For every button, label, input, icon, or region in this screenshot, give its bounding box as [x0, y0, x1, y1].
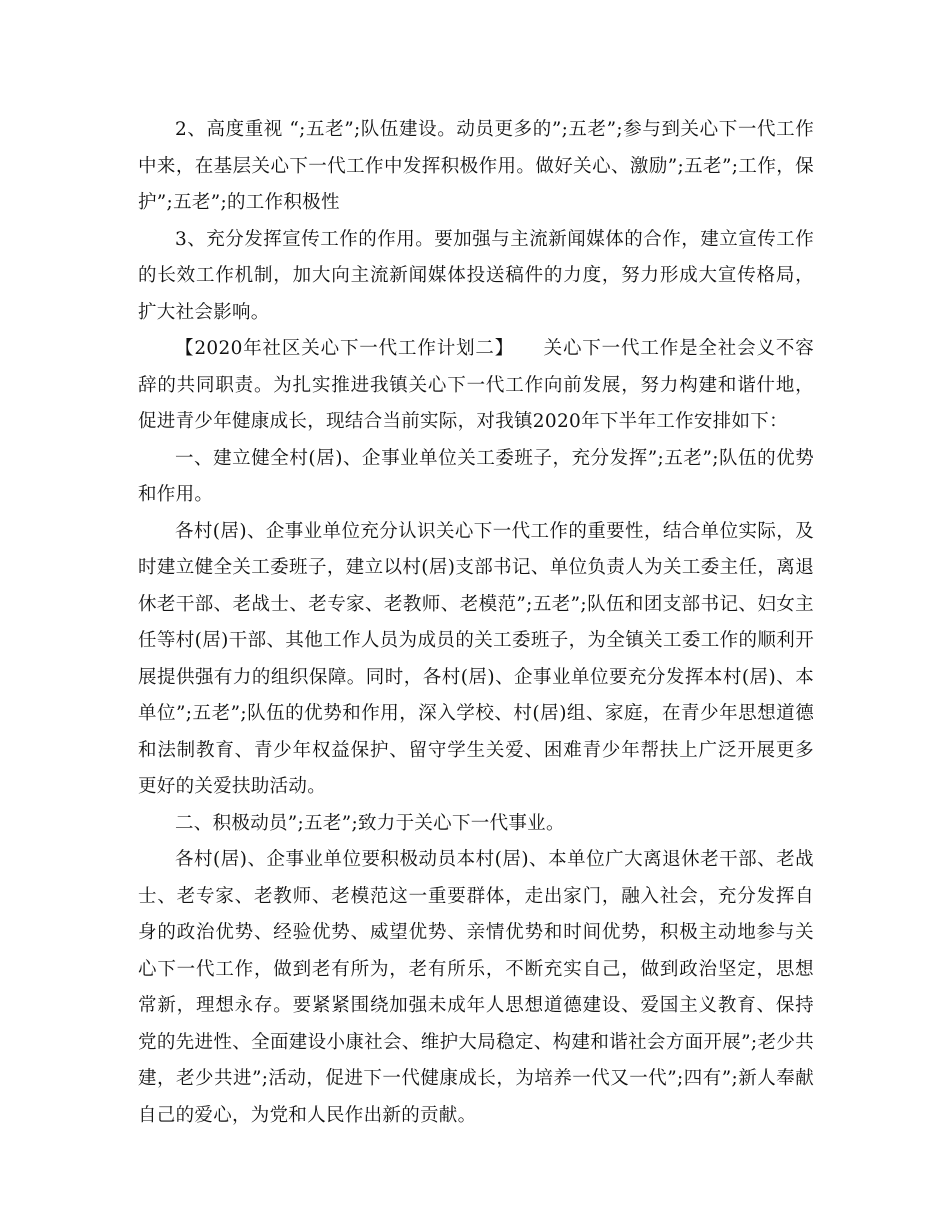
- paragraph-section-1-body: 各村(居)、企事业单位充分认识关心下一代工作的重要性，结合单位实际，及时建立健全关工委班子，建立以村(居)支部书记、单位负责人为关工委主任，离退休老干部、老战士、老专家、老教师、老模范”;五老”;队伍和团支部书记、妇女主任等村(居)干部、其他工作人员为成员的关工委班子，为全镇关工委工作的顺利开展提供强有力的组织保障。同时，各村(居)、企事业单位要充分发挥本村(居)、本单位”;五老”;队伍的优势和作用，深入学校、村(居)组、家庭，在青少年思想道德和法制教育、青少年权益保护、留守学生关爱、困难青少年帮扶上广泛开展更多更好的关爱扶助活动。: [138, 520, 814, 797]
- section-heading-2: 二、积极动员”;五老”;致力于关心下一代事业。: [175, 812, 565, 834]
- paragraph-section-2-body: 各村(居)、企事业单位要积极动员本村(居)、本单位广大离退休老干部、老战士、老专家、老教师、老模范这一重要群体，走出家门，融入社会，充分发挥自身的政治优势、经验优势、威望优势、亲情优势和时间优势，积极主动地参与关心下一代工作，做到老有所为，老有所乐，不断充实自己，做到政治坚定，思想常新，理想永存。要紧紧围绕加强未成年人思想道德建设、爱国主义教育、保持党的先进性、全面建设小康社会、维护大局稳定、构建和谐社会方面开展”;老少共建，老少共进”;活动，促进下一代健康成长，为培养一代又一代”;四有”;新人奉献自己的爱心，为党和人民作出新的贡献。: [138, 849, 814, 1126]
- section-heading-1: 一、建立健全村(居)、企事业单位关工委班子，充分发挥”;五老”;队伍的优势和作用。: [138, 447, 814, 505]
- paragraph-point-2: 2、高度重视 “;五老”;队伍建设。动员更多的”;五老”;参与到关心下一代工作中来，在基层关心下一代工作中发挥积极作用。做好关心、激励”;五老”;工作，保护”;五老”;的工作积极性: [138, 119, 814, 213]
- document-body: [138, 112, 814, 1134]
- paragraph-plan-two-intro: 【2020年社区关心下一代工作计划二】 关心下一代工作是全社会义不容辞的共同职责。为扎实推进我镇关心下一代工作向前发展，努力构建和谐什地，促进青少年健康成长，现结合当前实际，对我镇2020年下半年工作安排如下：: [138, 338, 814, 432]
- paragraph-point-3: 3、充分发挥宣传工作的作用。要加强与主流新闻媒体的合作，建立宣传工作的长效工作机制，加大向主流新闻媒体投送稿件的力度，努力形成大宣传格局，扩大社会影响。: [138, 228, 814, 323]
